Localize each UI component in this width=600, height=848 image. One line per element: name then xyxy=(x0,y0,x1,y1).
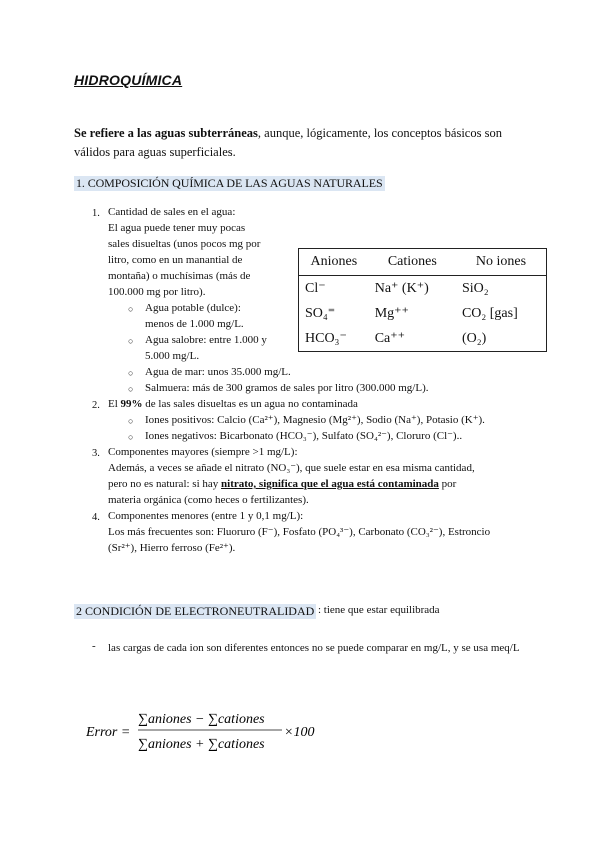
contamination-emphasis: nitrato, significa que el agua está contaminada xyxy=(221,478,439,490)
table-row xyxy=(299,301,547,326)
sub-item: 5.000 mg/L. xyxy=(145,350,200,362)
list-item-line: Componentes mayores (siempre >1 mg/L): xyxy=(108,446,298,458)
page-title: HIDROQUÍMICA xyxy=(74,72,183,88)
formula-numerator: ∑aniones − ∑cationes xyxy=(138,712,265,727)
list-item-line: Componentes menores (entre 1 y 0,1 mg/L): xyxy=(108,510,304,522)
list-item-line: materia orgánica (como heces o fertilizantes). xyxy=(108,494,309,506)
table-cell: Mg⁺⁺ xyxy=(374,306,409,321)
list-item-line: litro, como en un manantial de xyxy=(108,254,243,266)
intro-paragraph xyxy=(74,124,534,162)
sub-item: Iones negativos: Bicarbonato (HCO₃⁻), Sulfato (SO₄²⁻), Cloruro (Cl⁻).. xyxy=(145,430,463,442)
list-number: 1. xyxy=(92,208,100,219)
list-item-line: Los más frecuentes son: Fluoruro (F⁻), Fosfato (PO₄³⁻), Carbonato (CO₃²⁻), Estroncio xyxy=(108,526,491,538)
list-item-line: (Sr²⁺), Hierro ferroso (Fe²⁺). xyxy=(108,542,236,554)
table-row xyxy=(299,326,547,352)
bullet-circle-icon: ○ xyxy=(128,384,134,394)
section-2-heading: 2 CONDICIÓN DE ELECTRONEUTRALIDAD xyxy=(76,604,315,618)
bullet-circle-icon: ○ xyxy=(128,336,134,346)
list-item-line: El agua puede tener muy pocas xyxy=(108,222,246,234)
table-header: Aniones xyxy=(299,249,369,276)
percent-emphasis: 99% xyxy=(120,398,143,410)
list-item-line-with-bold: pero no es natural: si hay nitrato, significa que el agua está contaminada por xyxy=(108,478,457,490)
table-cell: (O₂) xyxy=(461,330,487,346)
sub-item: Agua de mar: unos 35.000 mg/L. xyxy=(145,366,291,378)
bullet-circle-icon: ○ xyxy=(128,432,134,442)
list-item-line: montaña) o muchísimas (más de xyxy=(108,270,251,282)
table-header-row xyxy=(299,249,547,276)
section-1-heading: 1. COMPOSICIÓN QUÍMICA DE LAS AGUAS NATURALES xyxy=(76,176,383,190)
bullet-circle-icon: ○ xyxy=(128,304,134,314)
table-cell: HCO₃⁻ xyxy=(305,331,347,346)
list-number: 3. xyxy=(92,448,100,459)
sub-item: menos de 1.000 mg/L. xyxy=(145,318,244,330)
intro-bold: Se refiere a las aguas subterráneas xyxy=(74,126,258,140)
table-cell: CO₂ [gas] xyxy=(461,305,518,321)
bullet-circle-icon: ○ xyxy=(128,368,134,378)
list-number: 2. xyxy=(92,400,100,411)
table-header: Cationes xyxy=(369,249,456,276)
table-row xyxy=(299,276,547,302)
bullet-circle-icon: ○ xyxy=(128,416,134,426)
sub-item: Iones positivos: Calcio (Ca²⁺), Magnesio (Mg²⁺), Sodio (Na⁺), Potasio (K⁺). xyxy=(145,414,485,426)
list-item-line: El 99% de las sales disueltas es un agua no contaminada xyxy=(108,398,358,410)
formula-graphic xyxy=(86,706,346,754)
list-item-line: 100.000 mg por litro). xyxy=(108,286,206,298)
list-item-line: Además, a veces se añade el nitrato (NO₃⁻), que suele estar en esa misma cantidad, xyxy=(108,462,475,474)
sub-item: Agua potable (dulce): xyxy=(145,302,241,314)
list-item-line: Cantidad de sales en el agua: xyxy=(108,206,236,218)
section-2-subtitle: : tiene que estar equilibrada xyxy=(318,604,440,616)
list-number: 4. xyxy=(92,512,100,523)
formula-denominator: ∑aniones + ∑cationes xyxy=(138,737,265,752)
formula-lhs: Error = xyxy=(86,725,131,740)
table-cell: SiO₂ xyxy=(461,280,489,296)
ions-table xyxy=(298,248,547,352)
sub-item: Agua salobre: entre 1.000 y xyxy=(145,334,267,346)
table-cell: Cl⁻ xyxy=(305,281,326,296)
dash-bullet: - xyxy=(92,640,96,652)
table-cell: Na⁺ (K⁺) xyxy=(374,281,429,296)
table-header: No iones xyxy=(456,249,547,276)
list-item-line: sales disueltas (unos pocos mg por xyxy=(108,238,261,250)
formula-times: ×100 xyxy=(284,725,315,740)
bullet-text: las cargas de cada ion son diferentes entonces no se puede comparar en mg/L, y se usa meq/L xyxy=(108,642,520,654)
table-cell: SO₄⁼ xyxy=(305,306,336,321)
sub-item: Salmuera: más de 300 gramos de sales por litro (300.000 mg/L). xyxy=(145,382,429,394)
error-formula xyxy=(86,706,346,759)
table-cell: Ca⁺⁺ xyxy=(374,331,406,346)
intro-rest: , aunque, lógicamente, los conceptos básicos son válidos para aguas superficiales. xyxy=(74,126,502,159)
